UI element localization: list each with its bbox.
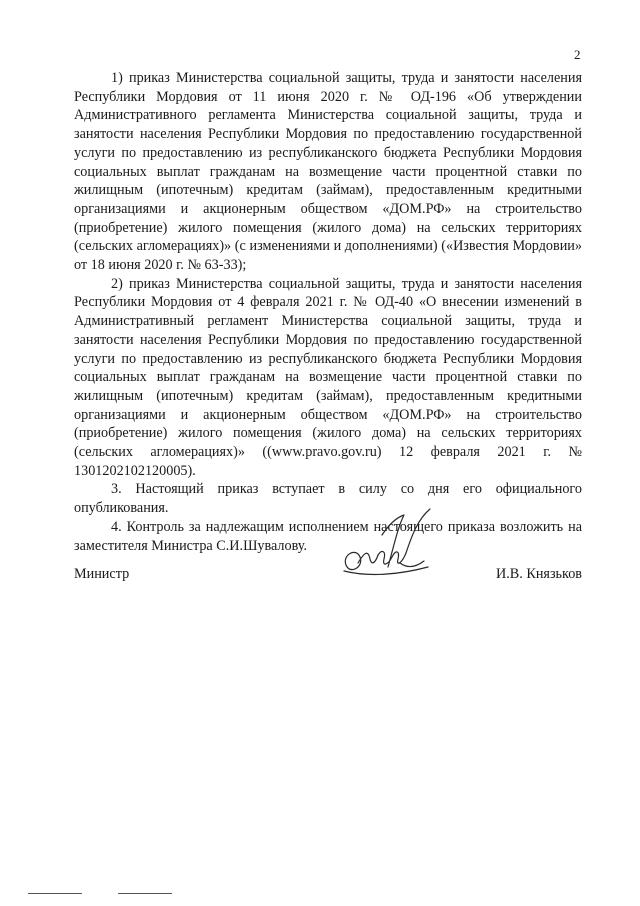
page-number: 2	[574, 47, 581, 62]
footer-rule-right	[118, 893, 172, 894]
document-body	[74, 69, 582, 555]
footer-rule-left	[28, 893, 82, 894]
signer-position: Министр	[74, 566, 130, 582]
handwritten-signature	[338, 505, 438, 590]
paragraph-effective-date: 3. Настоящий приказ вступает в силу со дня его официального опубликования.	[74, 481, 582, 517]
paragraph-control: 4. Контроль за надлежащим исполнением настоящего приказа возложить на заместителя Министра С.И.Шувалову.	[74, 518, 582, 554]
paragraph-order-2: 2) приказ Министерства социальной защиты, труда и занятости населения Республики Мордовия от 4 февраля 2021 г. № ОД-40 «О внесении изменений в Административный регламент Министерства социальной защиты, труда и занятости населения Республики Мордовия по предоставлению государственной услуги по предоставлению из республиканского бюджета Республики Мордовия социальных выплат гражданам на возмещение части процентной ставки по жилищным (ипотечным) кредитам (займам), предоставленным кредитными организациями и акционерным обществом «ДОМ.РФ» на строительство (приобретение) жилого помещения (жилого дома) на сельских территориях (сельских агломерациях)» ((www.pravo.gov.ru) 12 февраля 2021 г. № 1301202102120005).	[74, 275, 582, 479]
paragraph-order-1: 1) приказ Министерства социальной защиты, труда и занятости населения Республики Мордовия от 11 июня 2020 г. № ОД-196 «Об утверждении Административного регламента Министерства социальной защиты, труда и занятости населения Республики Мордовия по предоставлению государственной услуги по предоставлению из республиканского бюджета Республики Мордовия социальных выплат гражданам на возмещение части процентной ставки по жилищным (ипотечным) кредитам (займам), предоставленным кредитными организациями и акционерным обществом «ДОМ.РФ» на строительство (приобретение) жилого помещения (жилого дома) на сельских территориях (сельских агломерациях)» (с изменениями и дополнениями) («Известия Мордовии» от 18 июня 2020 г. № 63-33);	[74, 70, 582, 274]
signer-name: И.В. Князьков	[496, 566, 582, 582]
